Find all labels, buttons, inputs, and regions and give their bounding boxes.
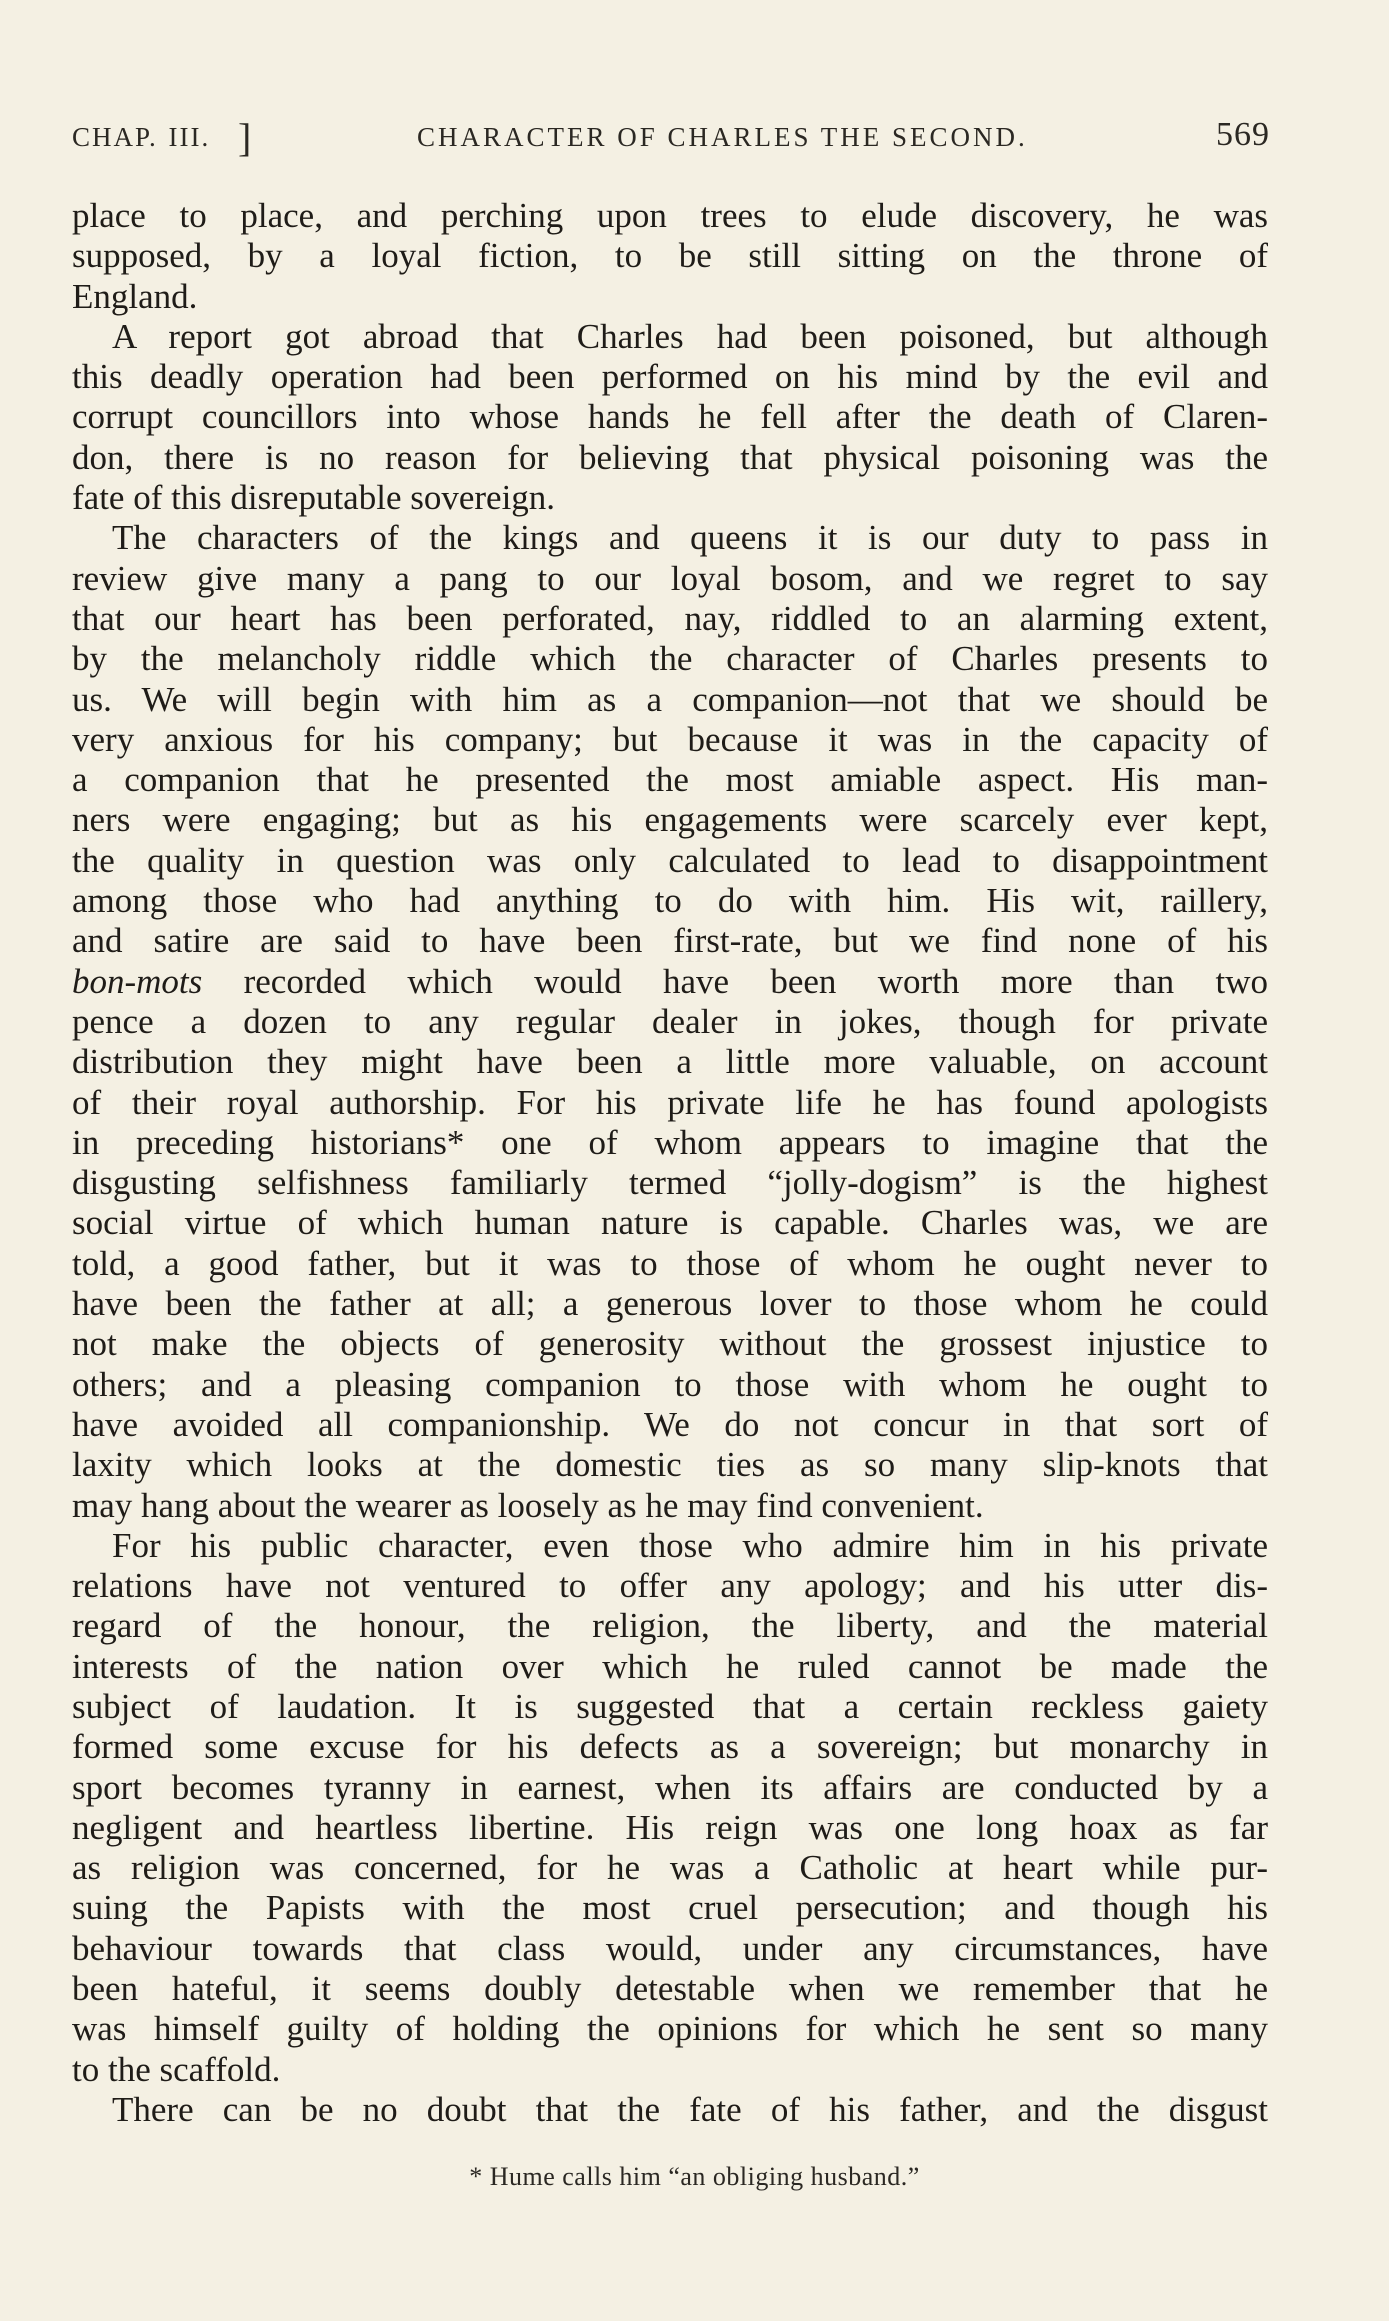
text-line: formed some excuse for his defects as a sovereign; but monarchy in: [72, 1727, 1268, 1767]
text-line: corrupt councillors into whose hands he fell after the death of Claren-: [72, 397, 1268, 437]
running-title: CHARACTER OF CHARLES THE SECOND.: [417, 122, 1028, 152]
chapter-label: CHAP. III.: [72, 122, 211, 152]
text-line: disgusting selfishness familiarly termed “jolly-dogism” is the highest: [72, 1163, 1268, 1203]
text-line: have been the father at all; a generous lover to those whom he could: [72, 1284, 1268, 1324]
text-line: fate of this disreputable sovereign.: [72, 478, 556, 518]
text-line: this deadly operation had been performed on his mind by the evil and: [72, 357, 1268, 397]
text-line: was himself guilty of holding the opinions for which he sent so many: [72, 2009, 1268, 2049]
text-line: not make the objects of generosity without the grossest injustice to: [72, 1324, 1268, 1364]
text-line: told, a good father, but it was to those of whom he ought never to: [72, 1243, 1268, 1283]
text-line: suing the Papists with the most cruel persecution; and though his: [72, 1888, 1268, 1928]
text-line: to the scaffold.: [72, 2049, 281, 2089]
running-header: [72, 116, 1268, 160]
chapter-bracket: ]: [238, 115, 252, 160]
text-line: that our heart has been perforated, nay, riddled to an alarming extent,: [72, 598, 1268, 638]
text-line: [72, 962, 1268, 1002]
text-line: the quality in question was only calculated to lead to disappointment: [72, 840, 1268, 880]
text-line: been hateful, it seems doubly detestable when we remember that he: [72, 1969, 1268, 2009]
text-line: social virtue of which human nature is capable. Charles was, we are: [72, 1203, 1268, 1243]
text-line: review give many a pang to our loyal bosom, and we regret to say: [72, 558, 1268, 598]
text-line: very anxious for his company; but because it was in the capacity of: [72, 719, 1268, 759]
text-line: ners were engaging; but as his engagements were scarcely ever kept,: [72, 800, 1268, 840]
text-line: There can be no doubt that the fate of his father, and the disgust: [112, 2089, 1268, 2129]
footnote: * Hume calls him “an obliging husband.”: [469, 2162, 920, 2191]
text-line: of their royal authorship. For his private life he has found apologists: [72, 1082, 1268, 1122]
text-line: others; and a pleasing companion to those with whom he ought to: [72, 1364, 1268, 1404]
text-line: subject of laudation. It is suggested that a certain reckless gaiety: [72, 1686, 1268, 1726]
italic-phrase: bon-mots: [72, 961, 203, 1001]
text-line: distribution they might have been a little more valuable, on account: [72, 1042, 1268, 1082]
text-line: place to place, and perching upon trees to elude discovery, he was: [72, 196, 1268, 235]
text-line: interests of the nation over which he ruled cannot be made the: [72, 1646, 1268, 1686]
text-line: among those who had anything to do with him. His wit, raillery,: [72, 881, 1268, 921]
text-line: and satire are said to have been first-rate, but we find none of his: [72, 921, 1268, 961]
text-line: regard of the honour, the religion, the liberty, and the material: [72, 1606, 1268, 1646]
body-text: [72, 196, 1268, 2130]
text-line: behaviour towards that class would, under any circumstances, have: [72, 1928, 1268, 1968]
text-line: The characters of the kings and queens it is our duty to pass in: [112, 518, 1268, 558]
text-line-rest: recorded which would have been worth more than two: [202, 961, 1268, 1001]
text-line: sport becomes tyranny in earnest, when its affairs are conducted by a: [72, 1767, 1268, 1807]
text-line: For his public character, even those who admire him in his private: [112, 1525, 1268, 1565]
page-number: 569: [1216, 116, 1270, 153]
text-line: may hang about the wearer as loosely as he may find convenient.: [72, 1485, 984, 1525]
text-line: relations have not ventured to offer any apology; and his utter dis-: [72, 1566, 1268, 1606]
text-line: as religion was concerned, for he was a Catholic at heart while pur-: [72, 1848, 1268, 1888]
text-line: negligent and heartless libertine. His reign was one long hoax as far: [72, 1807, 1268, 1847]
text-line: A report got abroad that Charles had been poisoned, but although: [112, 316, 1268, 356]
text-line: supposed, by a loyal fiction, to be still sitting on the throne of: [72, 236, 1268, 276]
text-line: don, there is no reason for believing that physical poisoning was the: [72, 437, 1268, 477]
text-line: England.: [72, 276, 198, 316]
text-line: a companion that he presented the most amiable aspect. His man-: [72, 760, 1268, 800]
text-line: laxity which looks at the domestic ties as so many slip-knots that: [72, 1445, 1268, 1485]
text-line: by the melancholy riddle which the character of Charles presents to: [72, 639, 1268, 679]
text-line: in preceding historians* one of whom appears to imagine that the: [72, 1122, 1268, 1162]
text-line: us. We will begin with him as a companion—not that we should be: [72, 679, 1268, 719]
text-line: have avoided all companionship. We do not concur in that sort of: [72, 1404, 1268, 1444]
text-line: pence a dozen to any regular dealer in jokes, though for private: [72, 1001, 1268, 1041]
